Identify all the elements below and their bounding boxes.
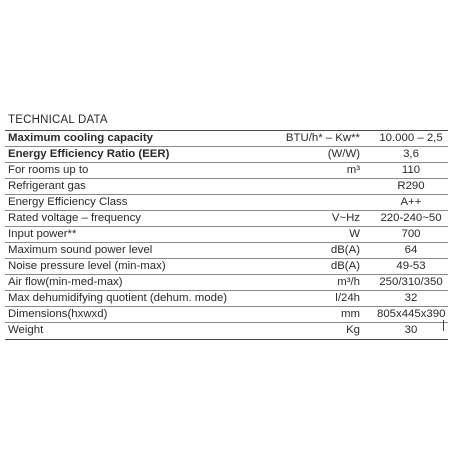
row-label: Dimensions(hxwxd) — [8, 308, 108, 320]
row-label: Maximum cooling capacity — [8, 132, 153, 144]
row-value: 3,6 — [403, 148, 419, 160]
technical-data-table — [5, 130, 448, 340]
row-unit: dB(A) — [330, 244, 360, 256]
row-value: 49-53 — [396, 260, 426, 272]
row-value: 30 — [404, 324, 418, 336]
row-value: 220-240~50 — [380, 212, 442, 224]
table-row — [5, 243, 448, 259]
row-label: Air flow(min-med-max) — [8, 276, 123, 288]
row-value: R290 — [397, 180, 425, 192]
row-label: Energy Efficiency Class — [8, 196, 128, 208]
row-value: 10.000 – 2,5 — [379, 132, 443, 144]
table-row — [5, 131, 448, 147]
row-label: Noise pressure level (min-max) — [8, 260, 166, 272]
row-label: Weight — [8, 324, 44, 336]
table-edge-mark — [443, 320, 444, 331]
table-row — [5, 227, 448, 243]
table-row — [5, 147, 448, 163]
row-label: Maximum sound power level — [8, 244, 153, 256]
row-unit: (W/W) — [327, 148, 360, 160]
row-value: 64 — [404, 244, 418, 256]
row-unit: W — [349, 228, 360, 240]
row-label: For rooms up to — [8, 164, 89, 176]
row-value: 700 — [401, 228, 421, 240]
row-unit: m³/h — [337, 276, 360, 288]
row-label: Energy Efficiency Ratio (EER) — [8, 148, 170, 160]
row-unit: l/24h — [335, 292, 360, 304]
table-row — [5, 307, 448, 323]
section-title: TECHNICAL DATA — [8, 114, 108, 126]
row-value: 32 — [404, 292, 418, 304]
table-row — [5, 195, 448, 211]
row-unit: dB(A) — [330, 260, 360, 272]
table-row — [5, 323, 448, 339]
row-unit: BTU/h* – Kw** — [285, 132, 360, 144]
row-label: Refrigerant gas — [8, 180, 86, 192]
row-value: 110 — [401, 164, 421, 176]
table-row — [5, 291, 448, 307]
row-label: Rated voltage – frequency — [8, 212, 141, 224]
row-unit: mm — [341, 308, 360, 320]
row-label: Max dehumidifying quotient (dehum. mode) — [8, 292, 228, 304]
row-unit: Kg — [346, 324, 360, 336]
table-row — [5, 163, 448, 179]
row-value: 250/310/350 — [379, 276, 443, 288]
row-unit: m³ — [346, 164, 360, 176]
row-label: Input power** — [8, 228, 77, 240]
row-value: 805x445x390 — [377, 308, 446, 320]
table-row — [5, 259, 448, 275]
table-row — [5, 275, 448, 291]
table-row — [5, 211, 448, 227]
table-row — [5, 179, 448, 195]
row-unit: V~Hz — [331, 212, 360, 224]
row-value: A++ — [400, 196, 422, 208]
